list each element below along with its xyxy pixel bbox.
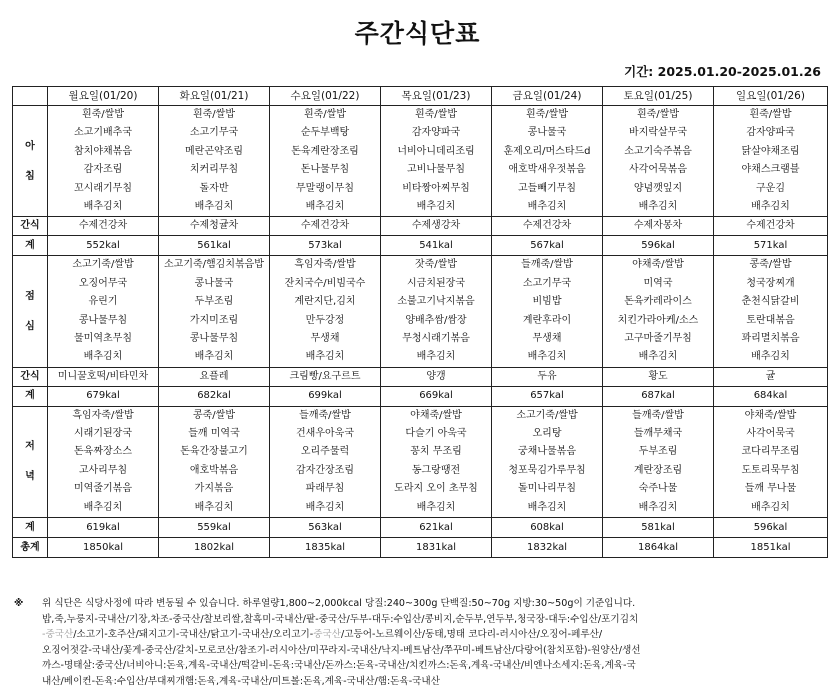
kcal-cell: 682kal — [159, 386, 270, 406]
menu-item: 콩나물국 — [527, 127, 567, 139]
kcal-cell: 684kal — [714, 386, 828, 406]
lunch-snack-row — [13, 367, 828, 386]
day-header: 수요일(01/22) — [270, 87, 381, 106]
menu-item: 도토리묵무침 — [741, 464, 800, 476]
kcal-cell: 573kal — [270, 236, 381, 256]
grand-kcal-cell: 1832kal — [492, 538, 603, 558]
menu-item: 오징어무국 — [78, 277, 128, 289]
menu-item: 잔치국수/비빔국수 — [284, 277, 366, 289]
menu-item: 애호박볶음 — [189, 464, 239, 476]
menu-item: 콩나물무침 — [78, 314, 128, 326]
menu-item: 들깨죽/쌀밥 — [632, 409, 684, 421]
menu-item: 배추김치 — [638, 501, 678, 513]
breakfast-cell — [714, 106, 828, 217]
note-mark: ※ — [14, 598, 24, 609]
lunch-cell — [48, 256, 159, 367]
kcal-cell: 596kal — [714, 518, 828, 538]
menu-item: 배추김치 — [527, 200, 567, 212]
menu-item: 돈육카레라이스 — [624, 296, 692, 308]
menu-item: 비타짱아찌무침 — [402, 182, 470, 194]
menu-item: 꽁치 무조림 — [410, 446, 462, 458]
menu-item: 고들빼기무침 — [518, 182, 576, 194]
kcal-cell: 669kal — [381, 386, 492, 406]
menu-item: 만두강정 — [305, 314, 345, 326]
menu-item: 계란후라이 — [522, 314, 572, 326]
snack-cell: 두유 — [492, 367, 603, 386]
breakfast-cell — [492, 106, 603, 217]
menu-item: 비빔밥 — [532, 296, 562, 308]
day-header: 화요일(01/21) — [159, 87, 270, 106]
menu-item: 건새우아욱국 — [296, 428, 354, 440]
menu-item: 배추김치 — [416, 501, 456, 513]
menu-item: 청국장찌개 — [746, 277, 795, 289]
menu-item: 양배추쌈/쌈장 — [405, 314, 467, 326]
lunch-cell — [714, 256, 828, 367]
lunch-cell — [270, 256, 381, 367]
day-header: 월요일(01/20) — [48, 87, 159, 106]
kcal-cell: 596kal — [603, 236, 714, 256]
snack-cell: 수제건강차 — [492, 217, 603, 236]
menu-item: 오리탕 — [532, 428, 562, 440]
menu-item: 구운김 — [756, 182, 785, 194]
kcal-cell: 581kal — [603, 518, 714, 538]
menu-item: 배추김치 — [194, 200, 234, 212]
menu-item: 배추김치 — [305, 200, 345, 212]
menu-item: 코다리무조림 — [741, 446, 800, 458]
dinner-cell — [492, 406, 603, 517]
day-header: 일요일(01/26) — [714, 87, 828, 106]
menu-item: 다슬기 아욱국 — [405, 428, 467, 440]
menu-item: 소고기죽/쌀밥 — [72, 259, 134, 271]
menu-item: 참치야채볶음 — [74, 145, 132, 157]
snack-cell: 크림빵/요구르트 — [270, 367, 381, 386]
kcal-cell: 621kal — [381, 518, 492, 538]
kcal-cell: 679kal — [48, 386, 159, 406]
menu-item: 잣죽/쌀밥 — [414, 259, 457, 271]
menu-item: 소불고기낙지볶음 — [397, 296, 475, 308]
total-label: 계 — [13, 518, 48, 538]
menu-item: 고비나물무침 — [407, 164, 465, 176]
menu-item: 고구마줄기무침 — [624, 332, 692, 344]
menu-item: 흰죽/쌀밥 — [192, 109, 235, 120]
menu-item: 배추김치 — [305, 501, 345, 513]
menu-item: 배추김치 — [751, 200, 790, 212]
breakfast-cell — [159, 106, 270, 217]
menu-item: 시금치된장국 — [407, 277, 465, 289]
grand-kcal-cell: 1802kal — [159, 538, 270, 558]
dinner-label: 저 녁 — [13, 406, 48, 517]
menu-item: 두부조림 — [194, 296, 234, 308]
menu-item: 흰죽/쌀밥 — [414, 109, 457, 120]
dinner-cell — [603, 406, 714, 517]
menu-item: 청포묵김가루무침 — [508, 464, 586, 476]
menu-item: 물미역초무침 — [74, 332, 132, 344]
menu-item: 궁채나물볶음 — [518, 446, 576, 458]
kcal-cell: 687kal — [603, 386, 714, 406]
kcal-cell: 699kal — [270, 386, 381, 406]
menu-item: 배추김치 — [83, 501, 123, 513]
dinner-cell — [381, 406, 492, 517]
menu-item: 가지미조림 — [189, 314, 239, 326]
menu-item: 숙주나물 — [638, 483, 678, 495]
breakfast-row — [13, 106, 828, 217]
menu-item: 돈육간장불고기 — [180, 446, 248, 458]
grand-kcal-cell: 1864kal — [603, 538, 714, 558]
snack-cell: 미니꿀호떡/비타민차 — [48, 367, 159, 386]
menu-item: 콩나물무침 — [189, 332, 239, 344]
menu-item: 양념깻잎지 — [633, 182, 683, 194]
menu-item: 야채죽/쌀밥 — [632, 259, 684, 271]
menu-item: 미역줄기볶음 — [74, 483, 132, 495]
kcal-cell: 563kal — [270, 518, 381, 538]
menu-item: 배추김치 — [194, 501, 234, 513]
menu-item: 두부조림 — [638, 446, 678, 458]
menu-item: 도라지 오이 초무침 — [394, 483, 478, 495]
menu-item: 소고기무국 — [189, 127, 239, 139]
kcal-cell: 571kal — [714, 236, 828, 256]
total-label: 계 — [13, 236, 48, 256]
menu-item: 소고기배추국 — [74, 127, 132, 139]
menu-item: 배추김치 — [83, 351, 123, 363]
note-line: 위 식단은 식당사정에 따라 변동될 수 있습니다. 하루열량1,800~2,000kcal 당질:240~300g 단백질:50~70g 지방:30~50g이 기준입니다. — [42, 598, 636, 609]
day-header-row — [13, 87, 828, 106]
menu-item: 흰죽/쌀밥 — [303, 109, 346, 120]
lunch-kcal-row — [13, 386, 828, 406]
menu-item: 소고기죽/햄김치볶음밥 — [164, 259, 264, 271]
menu-item: 춘천식닭갈비 — [741, 296, 800, 308]
menu-item: 들깨죽/쌀밥 — [299, 409, 351, 421]
breakfast-kcal-row — [13, 236, 828, 256]
menu-item: 배추김치 — [194, 351, 234, 363]
breakfast-cell — [381, 106, 492, 217]
menu-item: 배추김치 — [416, 200, 456, 212]
menu-item: 배추김치 — [416, 351, 456, 363]
breakfast-cell — [270, 106, 381, 217]
dinner-cell — [714, 406, 828, 517]
menu-item: 배추김치 — [305, 351, 345, 363]
menu-item: 애호박새우젓볶음 — [508, 164, 586, 176]
note-line: 밥,죽,누룽지-국내산/기장,차조-중국산/찰보리쌀,찰흑미-국내산/팥-중국산/두부-대두:수입산/콩비지,순두부,연두부,청국장-대두:수입산/포기김치 — [42, 613, 639, 625]
menu-item: 배추김치 — [638, 200, 678, 212]
menu-item: 순두부백탕 — [300, 127, 350, 139]
snack-cell: 요플레 — [159, 367, 270, 386]
menu-item: 바지락살무국 — [629, 127, 687, 139]
weekly-menu-table — [12, 86, 828, 558]
menu-item: 동그랑땡전 — [411, 464, 461, 476]
grand-kcal-cell: 1851kal — [714, 538, 828, 558]
grand-kcal-cell: 1835kal — [270, 538, 381, 558]
day-header: 금요일(01/24) — [492, 87, 603, 106]
menu-item: 치커리무침 — [189, 164, 239, 176]
kcal-cell: 552kal — [48, 236, 159, 256]
dinner-cell — [270, 406, 381, 517]
menu-item: 감자조림 — [83, 164, 123, 176]
menu-item: 돌자반 — [199, 182, 229, 194]
kcal-cell: 567kal — [492, 236, 603, 256]
menu-item: 오리주물럭 — [300, 446, 350, 458]
breakfast-label: 아 침 — [13, 106, 48, 217]
menu-item: 배추김치 — [83, 200, 123, 212]
snack-label: 간식 — [13, 367, 48, 386]
menu-item: 무청시래기볶음 — [402, 332, 470, 344]
lunch-cell — [492, 256, 603, 367]
menu-item: 계란장조림 — [633, 464, 683, 476]
menu-item: 흰죽/쌀밥 — [81, 109, 124, 120]
dinner-cell — [159, 406, 270, 517]
menu-item: 꽈리멸치볶음 — [741, 332, 800, 344]
grand-kcal-cell: 1831kal — [381, 538, 492, 558]
snack-cell: 황도 — [603, 367, 714, 386]
kcal-cell: 561kal — [159, 236, 270, 256]
menu-item: 콩죽/쌀밥 — [192, 409, 235, 421]
grand-total-row — [13, 538, 828, 558]
menu-item: 콩나물국 — [194, 277, 234, 289]
menu-item: 고사리무침 — [78, 464, 128, 476]
day-header: 토요일(01/25) — [603, 87, 714, 106]
menu-item: 감자양파국 — [411, 127, 461, 139]
menu-item: 꼬시래기무침 — [74, 182, 132, 194]
snack-cell: 귤 — [714, 367, 828, 386]
kcal-cell: 619kal — [48, 518, 159, 538]
kcal-cell: 657kal — [492, 386, 603, 406]
menu-item: 미역국 — [643, 277, 673, 289]
lunch-row — [13, 256, 828, 367]
breakfast-cell — [48, 106, 159, 217]
lunch-label: 점 심 — [13, 256, 48, 367]
menu-item: 파래무침 — [305, 483, 345, 495]
snack-cell: 수제생강차 — [381, 217, 492, 236]
kcal-cell: 608kal — [492, 518, 603, 538]
menu-item: 소고기죽/쌀밥 — [516, 409, 578, 421]
menu-item: 소고기무국 — [522, 277, 572, 289]
menu-item: 무생채 — [532, 332, 562, 344]
total-label: 계 — [13, 386, 48, 406]
grand-kcal-cell: 1850kal — [48, 538, 159, 558]
menu-item: 돈육계란장조림 — [291, 145, 359, 157]
menu-item: 사각어묵볶음 — [629, 164, 687, 176]
menu-item: 소고기숙주볶음 — [624, 145, 692, 157]
dinner-cell — [48, 406, 159, 517]
menu-item: 흰죽/쌀밥 — [749, 109, 792, 120]
snack-label: 간식 — [13, 217, 48, 236]
breakfast-snack-row — [13, 217, 828, 236]
snack-cell: 수제건강차 — [270, 217, 381, 236]
menu-item: 야채죽/쌀밥 — [410, 409, 462, 421]
period-label: 기간: 2025.01.20-2025.01.26 — [624, 64, 821, 79]
menu-item: 토란대볶음 — [746, 314, 795, 326]
snack-cell: 수제건강차 — [48, 217, 159, 236]
dinner-row — [13, 406, 828, 517]
menu-item: 유린기 — [88, 296, 118, 308]
menu-item: 돈나물무침 — [300, 164, 350, 176]
menu-item: 무말랭이무침 — [296, 182, 354, 194]
menu-item: 무생채 — [310, 332, 340, 344]
menu-item: 돌미나리무침 — [518, 483, 576, 495]
lunch-cell — [381, 256, 492, 367]
snack-cell: 양갱 — [381, 367, 492, 386]
menu-item: 훈제오리/머스타드d — [503, 145, 591, 157]
grand-total-label: 총계 — [13, 538, 48, 558]
menu-item: 가지볶음 — [194, 483, 234, 495]
lunch-cell — [603, 256, 714, 367]
menu-item: 메란곤약조림 — [185, 145, 243, 157]
snack-cell: 수제건강차 — [714, 217, 828, 236]
menu-item: 너비아니데리조림 — [397, 145, 475, 157]
menu-item: 배추김치 — [751, 501, 790, 513]
menu-item: 배추김치 — [527, 351, 567, 363]
menu-item: 배추김치 — [751, 351, 790, 363]
menu-item: 돈육짜장소스 — [74, 446, 132, 458]
breakfast-cell — [603, 106, 714, 217]
menu-item: 닭살야채조림 — [741, 145, 800, 157]
menu-item: 배추김치 — [638, 351, 678, 363]
snack-cell: 수제청귤차 — [159, 217, 270, 236]
menu-item: 들깨죽/쌀밥 — [521, 259, 573, 271]
note-line: -중국산/소고기-호주산/돼지고기-국내산/닭고기-국내산/오리고기-중국산/고등어-노르웨이산/동태,명태 코다리-러시아산/오징어-페루산/ — [42, 629, 603, 640]
menu-item: 시래기된장국 — [74, 428, 132, 440]
note-line: 내산/베이컨-돈육:수입산/부대찌개햄:돈육,계육-국내산/미트볼:돈육,계육-국내산/햄:돈육-국내산 — [42, 675, 440, 687]
menu-item: 흑임자죽/쌀밥 — [294, 259, 356, 271]
menu-item: 감자양파국 — [746, 127, 795, 139]
menu-item: 야채죽/쌀밥 — [744, 409, 797, 421]
note-line: 까스-명태살:중국산/너비아니:돈육,계육-국내산/떡갈비-돈육:국내산/돈까스:돈육-국내산/치킨까스:돈육,계육-국내산/비엔나소세지:돈육,계육-국 — [42, 660, 636, 671]
day-header: 목요일(01/23) — [381, 87, 492, 106]
menu-item: 야채스크램블 — [741, 164, 800, 176]
menu-item: 흑임자죽/쌀밥 — [72, 409, 134, 421]
menu-item: 흰죽/쌀밥 — [636, 109, 679, 120]
corner-cell — [13, 87, 48, 106]
snack-cell: 수제자몽차 — [603, 217, 714, 236]
menu-item: 감자간장조림 — [296, 464, 354, 476]
menu-item: 들깨무채국 — [633, 428, 683, 440]
kcal-cell: 541kal — [381, 236, 492, 256]
menu-item: 콩죽/쌀밥 — [749, 259, 792, 271]
menu-item: 치킨가라아케/소스 — [617, 314, 699, 326]
origin-notes — [14, 596, 826, 689]
menu-item: 들깨 무나물 — [744, 483, 797, 495]
menu-item: 들깨 미역국 — [188, 428, 240, 440]
kcal-cell: 559kal — [159, 518, 270, 538]
lunch-cell — [159, 256, 270, 367]
menu-item: 계란지단,김치 — [294, 296, 356, 308]
dinner-kcal-row — [13, 518, 828, 538]
page-title: 주간식단표 — [354, 19, 481, 48]
menu-item: 사각어묵국 — [746, 428, 795, 440]
menu-item: 배추김치 — [527, 501, 567, 513]
note-line: 오징어젓갈-국내산/꽃게-중국산/갈치-모로코산/참조기-러시아산/미꾸라지-국내산/낙지-베트남산/쭈꾸미-베트남산/다랑어(참치포함)-원양산/생선 — [42, 644, 641, 656]
menu-item: 흰죽/쌀밥 — [525, 109, 568, 120]
